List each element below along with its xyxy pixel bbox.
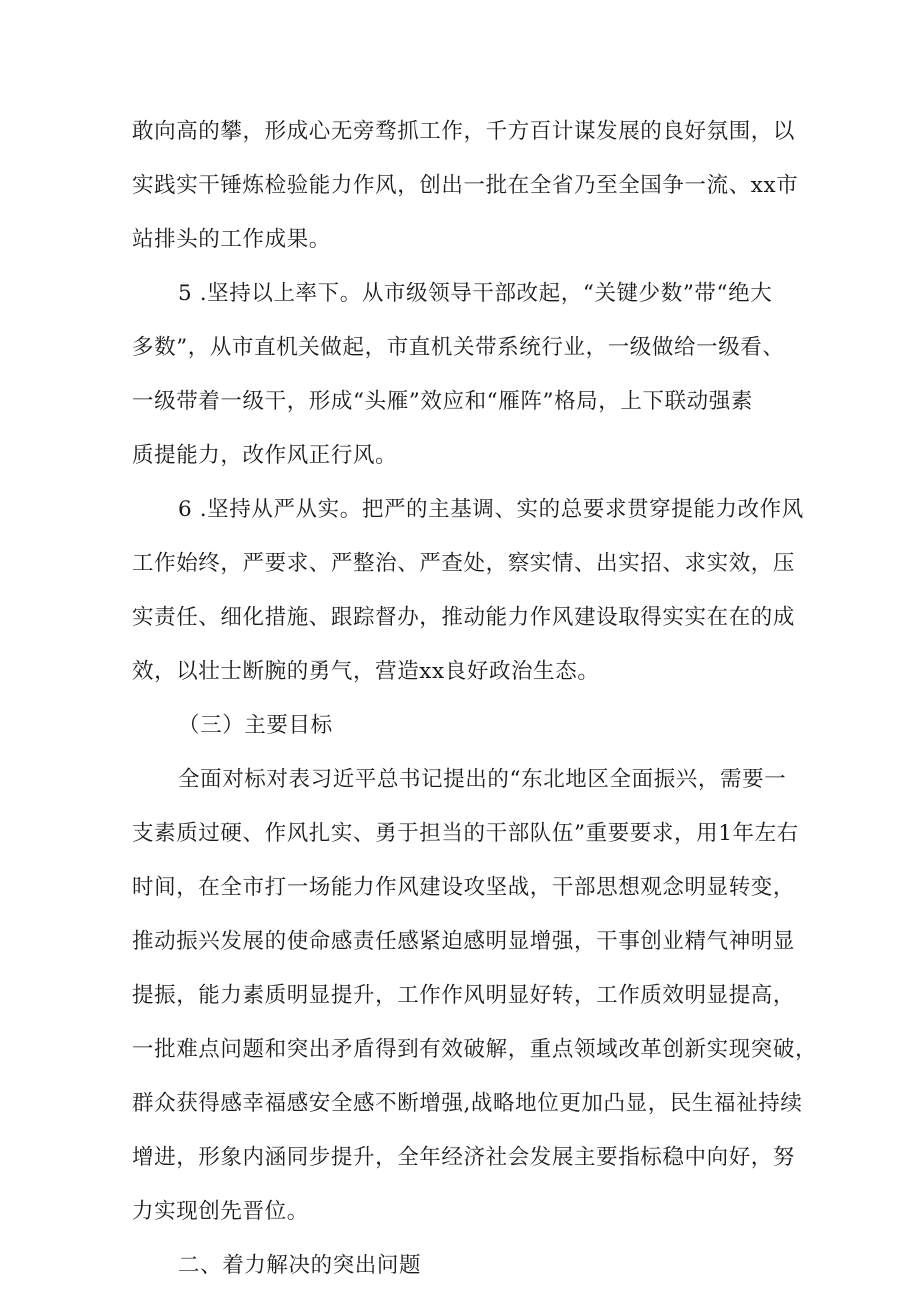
paragraph-line: 一批难点问题和突出矛盾得到有效破解，重点领域改革创新实现突破， [132,1037,818,1062]
paragraph-line: 实践实干锤炼检验能力作风，创出一批在全省乃至全国争一流、xx市 [132,173,799,198]
paragraph-line: 实责任、细化措施、跟踪督办，推动能力作风建设取得实实在在的成 [132,605,796,630]
paragraph-line: 一级带着一级干，形成“头雁”效应和“雁阵”格局，上下联动强素 [132,389,753,414]
paragraph-line: 全面对标对表习近平总书记提出的“东北地区全面振兴，需要一 [178,767,787,792]
paragraph-line: 推动振兴发展的使命感责任感紧迫感明显增强，干事创业精气神明显 [132,929,796,954]
section-heading: （三）主要目标 [178,713,333,738]
paragraph-line: 多数”，从市直机关做起，市直机关带系统行业，一级做给一级看、 [132,335,785,360]
paragraph-line: 提振，能力素质明显提升，工作作风明显好转，工作质效明显提高， [132,983,796,1008]
section-heading: 二、着力解决的突出问题 [178,1253,422,1278]
paragraph-line: 群众获得感幸福感安全感不断增强,战略地位更加凸显，民生福祉持续 [132,1091,803,1116]
list-item-6-line: 6 .坚持从严从实。把严的主基调、实的总要求贯穿提能力改作风 [178,497,804,522]
paragraph-line: 效，以壮士断腕的勇气，营造xx良好政治生态。 [132,659,600,684]
paragraph-line: 站排头的工作成果。 [132,227,331,252]
paragraph-line: 质提能力，改作风正行风。 [132,443,398,468]
paragraph-line: 时间，在全市打一场能力作风建设攻坚战，干部思想观念明显转变， [132,875,796,900]
paragraph-line: 工作始终，严要求、严整治、严查处，察实情、出实招、求实效，压 [132,551,796,576]
paragraph-line: 敢向高的攀，形成心无旁骛抓工作，千方百计谋发展的良好氛围，以 [132,119,796,144]
list-item-5-line: 5 .坚持以上率下。从市级领导干部改起，“关键少数”带“绝大 [178,281,773,306]
paragraph-line: 力实现创先晋位。 [132,1199,309,1224]
paragraph-line: 增进，形象内涵同步提升，全年经济社会发展主要指标稳中向好，努 [132,1145,796,1170]
paragraph-line: 支素质过硬、作风扎实、勇于担当的干部队伍”重要要求，用1年左右 [132,821,799,846]
